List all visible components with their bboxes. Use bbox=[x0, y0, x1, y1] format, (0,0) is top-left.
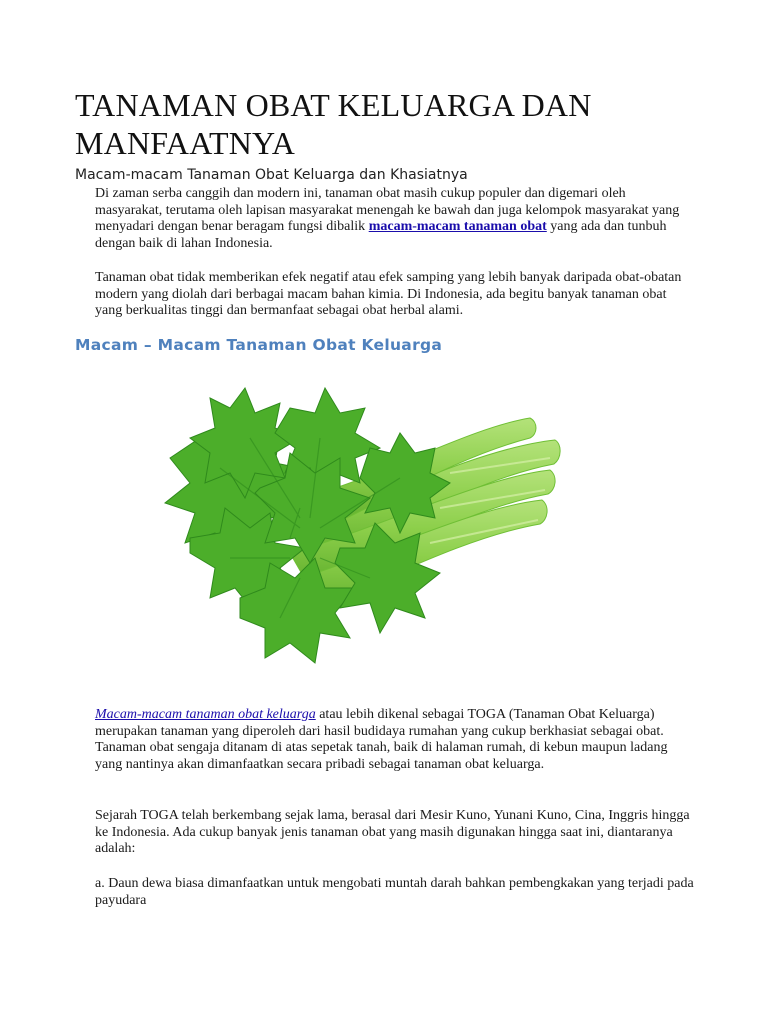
celery-image bbox=[150, 378, 570, 690]
section-heading: Macam – Macam Tanaman Obat Keluarga bbox=[75, 336, 443, 354]
paragraph-3-text: atau lebih dikenal sebagai TOGA (Tanaman Obat Keluarga) merupakan tanaman yang diperoleh dari hasil budidaya rumahan yang cukup berkhasiat sebagai obat. Tanaman obat sengaja ditanam di atas sepetak tanah, baik di halaman rumah, di kebun maupun ladang yang nantinya akan dimanfaatkan secara pribadi sebagai tanaman obat keluarga. bbox=[95, 707, 668, 772]
paragraph-3 bbox=[95, 707, 695, 773]
paragraph-4: Sejarah TOGA telah berkembang sejak lama, berasal dari Mesir Kuno, Yunani Kuno, Cina, Inggris hingga ke Indonesia. Ada cukup banyak jenis tanaman obat yang masih digunakan hingga saat ini, diantaranya adalah: bbox=[95, 808, 690, 857]
macam-macam-tanaman-obat-keluarga-link[interactable]: Macam-macam tanaman obat keluarga bbox=[95, 707, 316, 722]
document-subtitle: Macam-macam Tanaman Obat Keluarga dan Khasiatnya bbox=[75, 167, 468, 183]
intro-text-after-link: yang ada dan tunbuh dengan baik di lahan Indonesia. bbox=[95, 219, 667, 251]
intro-text-before-link: Di zaman serba canggih dan modern ini, tanaman obat masih cukup populer dan digemari oleh masyarakat, terutama oleh lapisan masyarakat menengah ke bawah dan juga kelompok masyarakat yang menyadari dengan benar beragam fungsi dibalik bbox=[95, 186, 680, 235]
paragraph-2: Tanaman obat tidak memberikan efek negatif atau efek samping yang lebih banyak daripada obat-obatan modern yang diolah dari berbagai macam bahan kimia. Di Indonesia, ada begitu banyak tanaman obat yang berkualitas tinggi dan bermanfaat sebagai obat herbal alami. bbox=[95, 270, 682, 319]
macam-macam-tanaman-obat-link[interactable]: macam-macam tanaman obat bbox=[368, 219, 547, 235]
intro-paragraph bbox=[95, 186, 695, 252]
list-item-a: a. Daun dewa biasa dimanfaatkan untuk mengobati muntah darah bahkan pembengkakan yang terjadi pada payudara bbox=[95, 876, 694, 908]
celery-illustration bbox=[150, 378, 570, 690]
document-title: TANAMAN OBAT KELUARGA DAN MANFAATNYA bbox=[75, 87, 592, 161]
